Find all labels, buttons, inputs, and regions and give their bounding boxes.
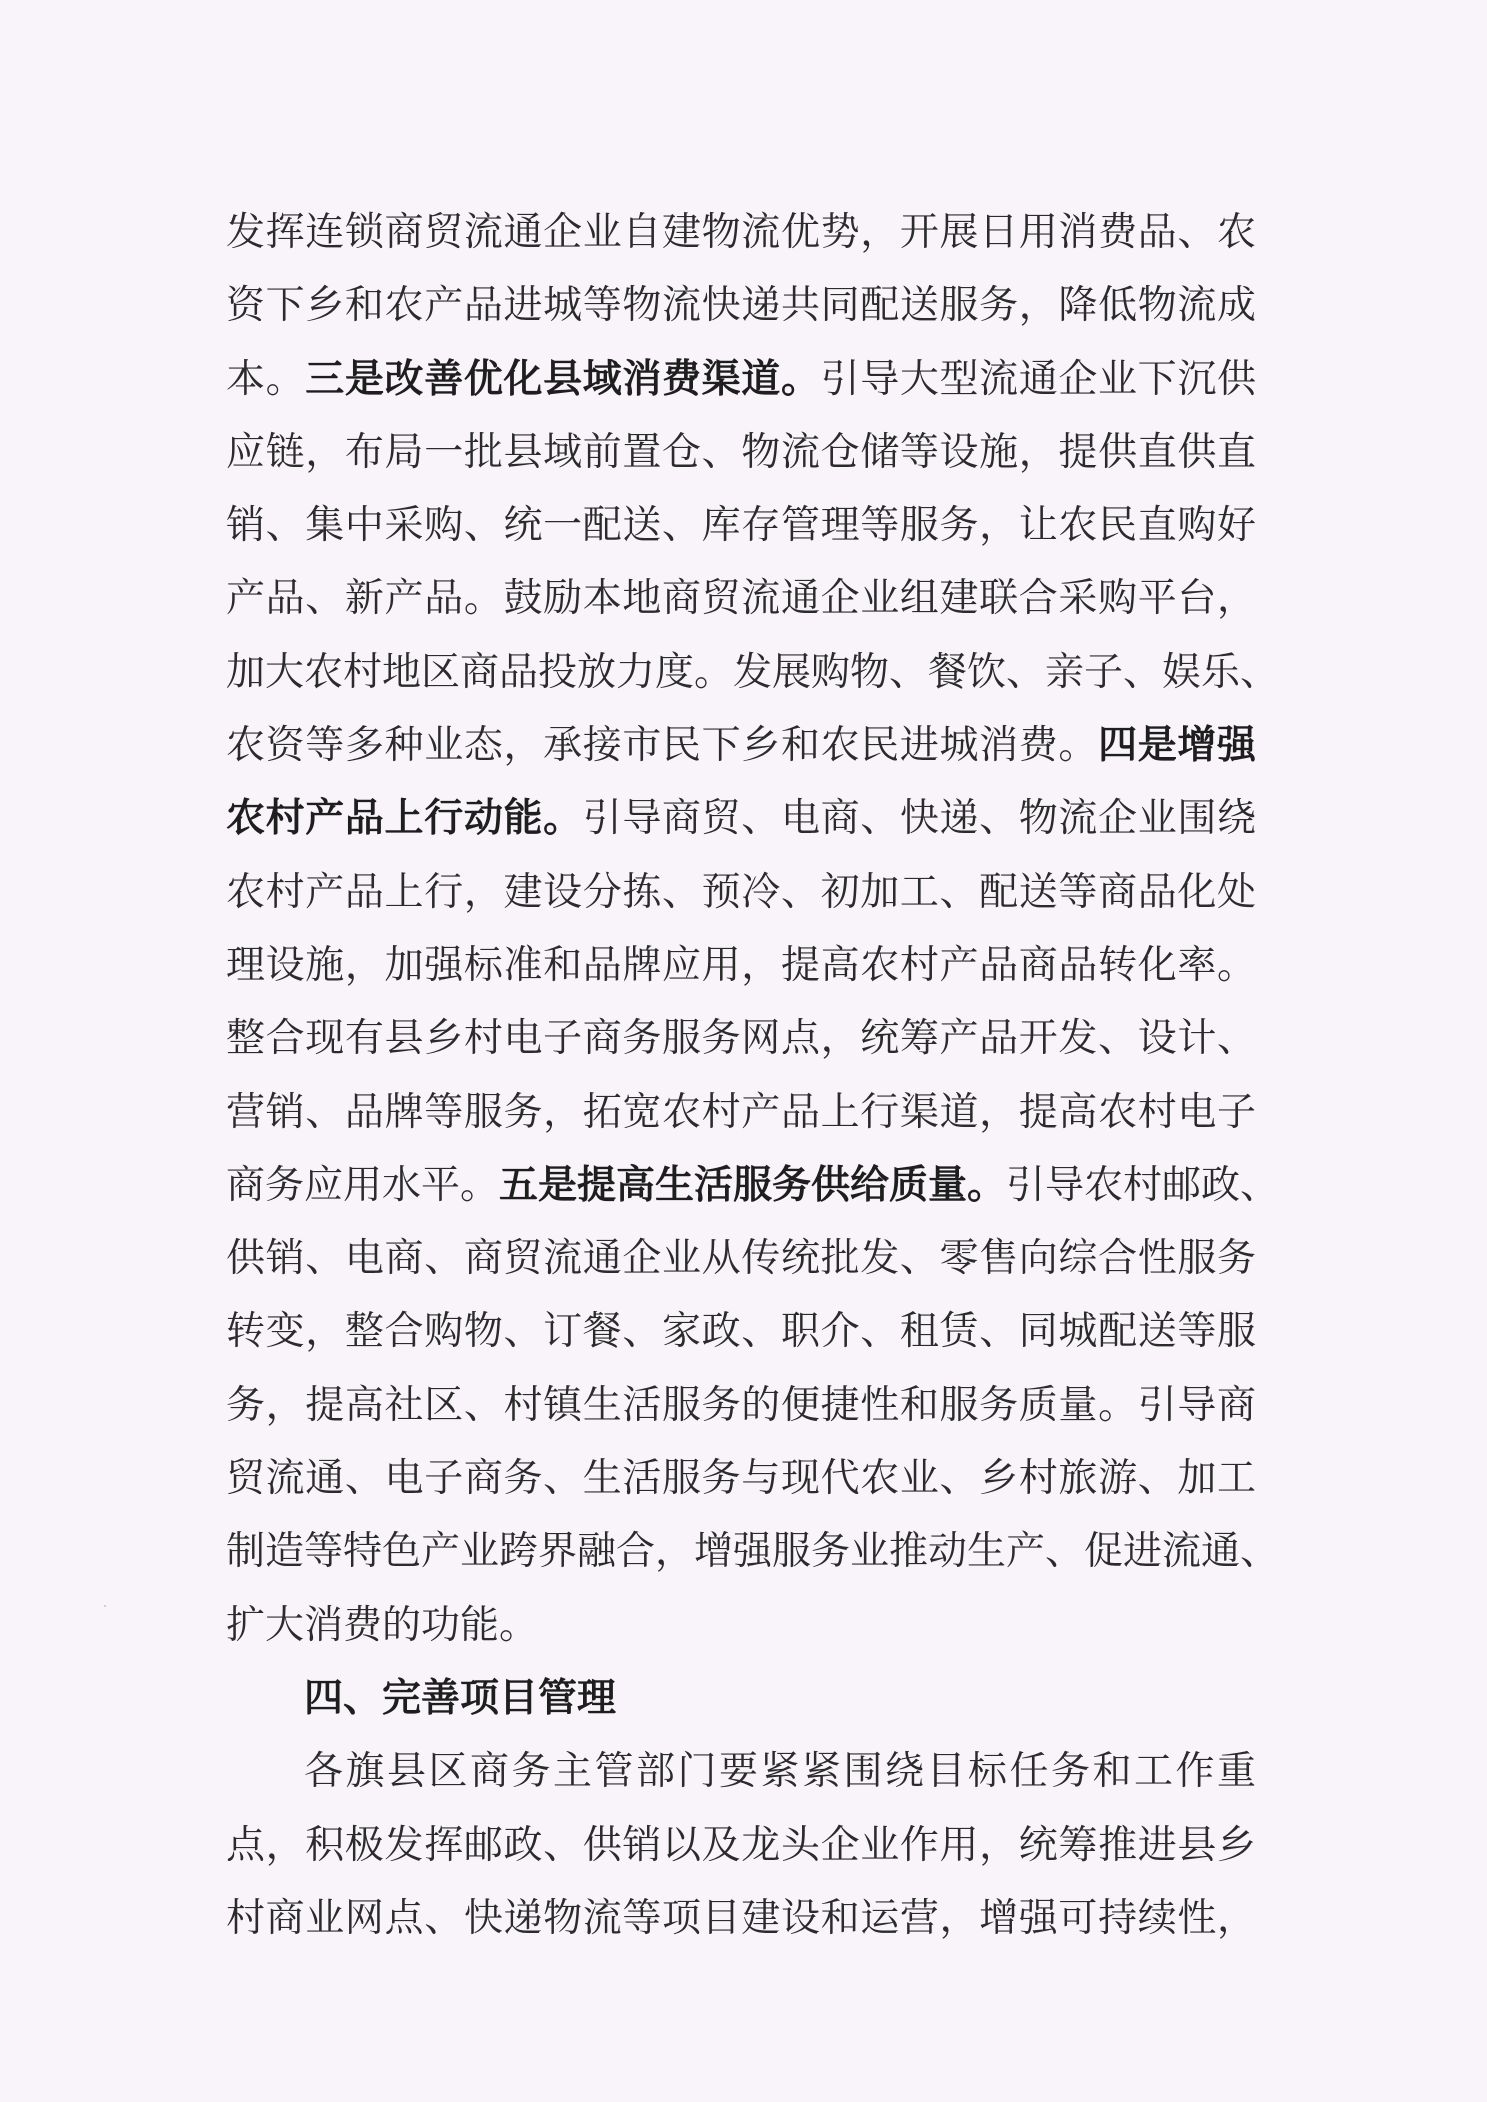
body-line: 务，提高社区、村镇生活服务的便捷性和服务质量。引导商: [226, 1382, 1256, 1428]
bold-key-point: 三是改善优化县域消费渠道。: [305, 356, 821, 402]
line-text: 本。: [226, 356, 306, 402]
bold-key-point: 五是提高生活服务供给质量。: [499, 1162, 1007, 1208]
document-body: [226, 196, 1280, 1955]
line-text: 农资等多种业态，承接市民下乡和农民进城消费。: [226, 723, 1099, 769]
body-line: 扩大消费的功能。: [226, 1602, 539, 1648]
body-line: 点，积极发挥邮政、供销以及龙头企业作用，统筹推进县乡: [226, 1822, 1256, 1868]
line-text: 商务应用水平。: [226, 1162, 500, 1208]
body-line: 营销、品牌等服务，拓宽农村产品上行渠道，提高农村电子: [226, 1089, 1256, 1135]
line-text: 引导商贸、电商、快递、物流企业围绕: [582, 796, 1256, 842]
body-line: [226, 782, 1256, 855]
body-line: 制造等特色产业跨界融合，增强服务业推动生产、促进流通、: [226, 1529, 1280, 1575]
body-line: 村商业网点、快递物流等项目建设和运营，增强可持续性，: [226, 1895, 1256, 1941]
bold-key-point: 四是增强: [1098, 723, 1256, 769]
body-line: 发挥连锁商贸流通企业自建物流优势，开展日用消费品、农: [226, 210, 1256, 255]
body-line: 转变，整合购物、订餐、家政、职介、租赁、同城配送等服: [226, 1309, 1256, 1355]
scan-speck: [104, 1605, 106, 1607]
body-line: 供销、电商、商贸流通企业从传统批发、零售向综合性服务: [226, 1236, 1256, 1282]
section-heading: 四、完善项目管理: [304, 1675, 617, 1721]
body-line: 理设施，加强标准和品牌应用，提高农村产品商品转化率。: [226, 942, 1256, 988]
body-line: 资下乡和农产品进城等物流快递共同配送服务，降低物流成: [226, 283, 1256, 329]
body-line: 贸流通、电子商务、生活服务与现代农业、乡村旅游、加工: [226, 1456, 1256, 1502]
line-text: 引导农村邮政、: [1006, 1162, 1280, 1208]
body-line: 销、集中采购、统一配送、库存管理等服务，让农民直购好: [226, 503, 1256, 549]
line-text: 引导大型流通企业下沉供: [820, 356, 1256, 402]
body-line: [226, 709, 1256, 782]
body-line: [226, 1149, 1280, 1222]
body-line: 各旗县区商务主管部门要紧紧围绕目标任务和工作重: [304, 1749, 1256, 1795]
body-line: 应链，布局一批县域前置仓、物流仓储等设施，提供直供直: [226, 429, 1256, 475]
body-line: 农村产品上行，建设分拣、预冷、初加工、配送等商品化处: [226, 869, 1256, 915]
bold-key-point: 农村产品上行动能。: [226, 796, 583, 842]
body-line: 产品、新产品。鼓励本地商贸流通企业组建联合采购平台，: [226, 576, 1256, 622]
body-line: [226, 343, 1256, 416]
body-line: 加大农村地区商品投放力度。发展购物、餐饮、亲子、娱乐、: [226, 649, 1280, 695]
body-line: 整合现有县乡村电子商务服务网点，统筹产品开发、设计、: [226, 1016, 1256, 1062]
